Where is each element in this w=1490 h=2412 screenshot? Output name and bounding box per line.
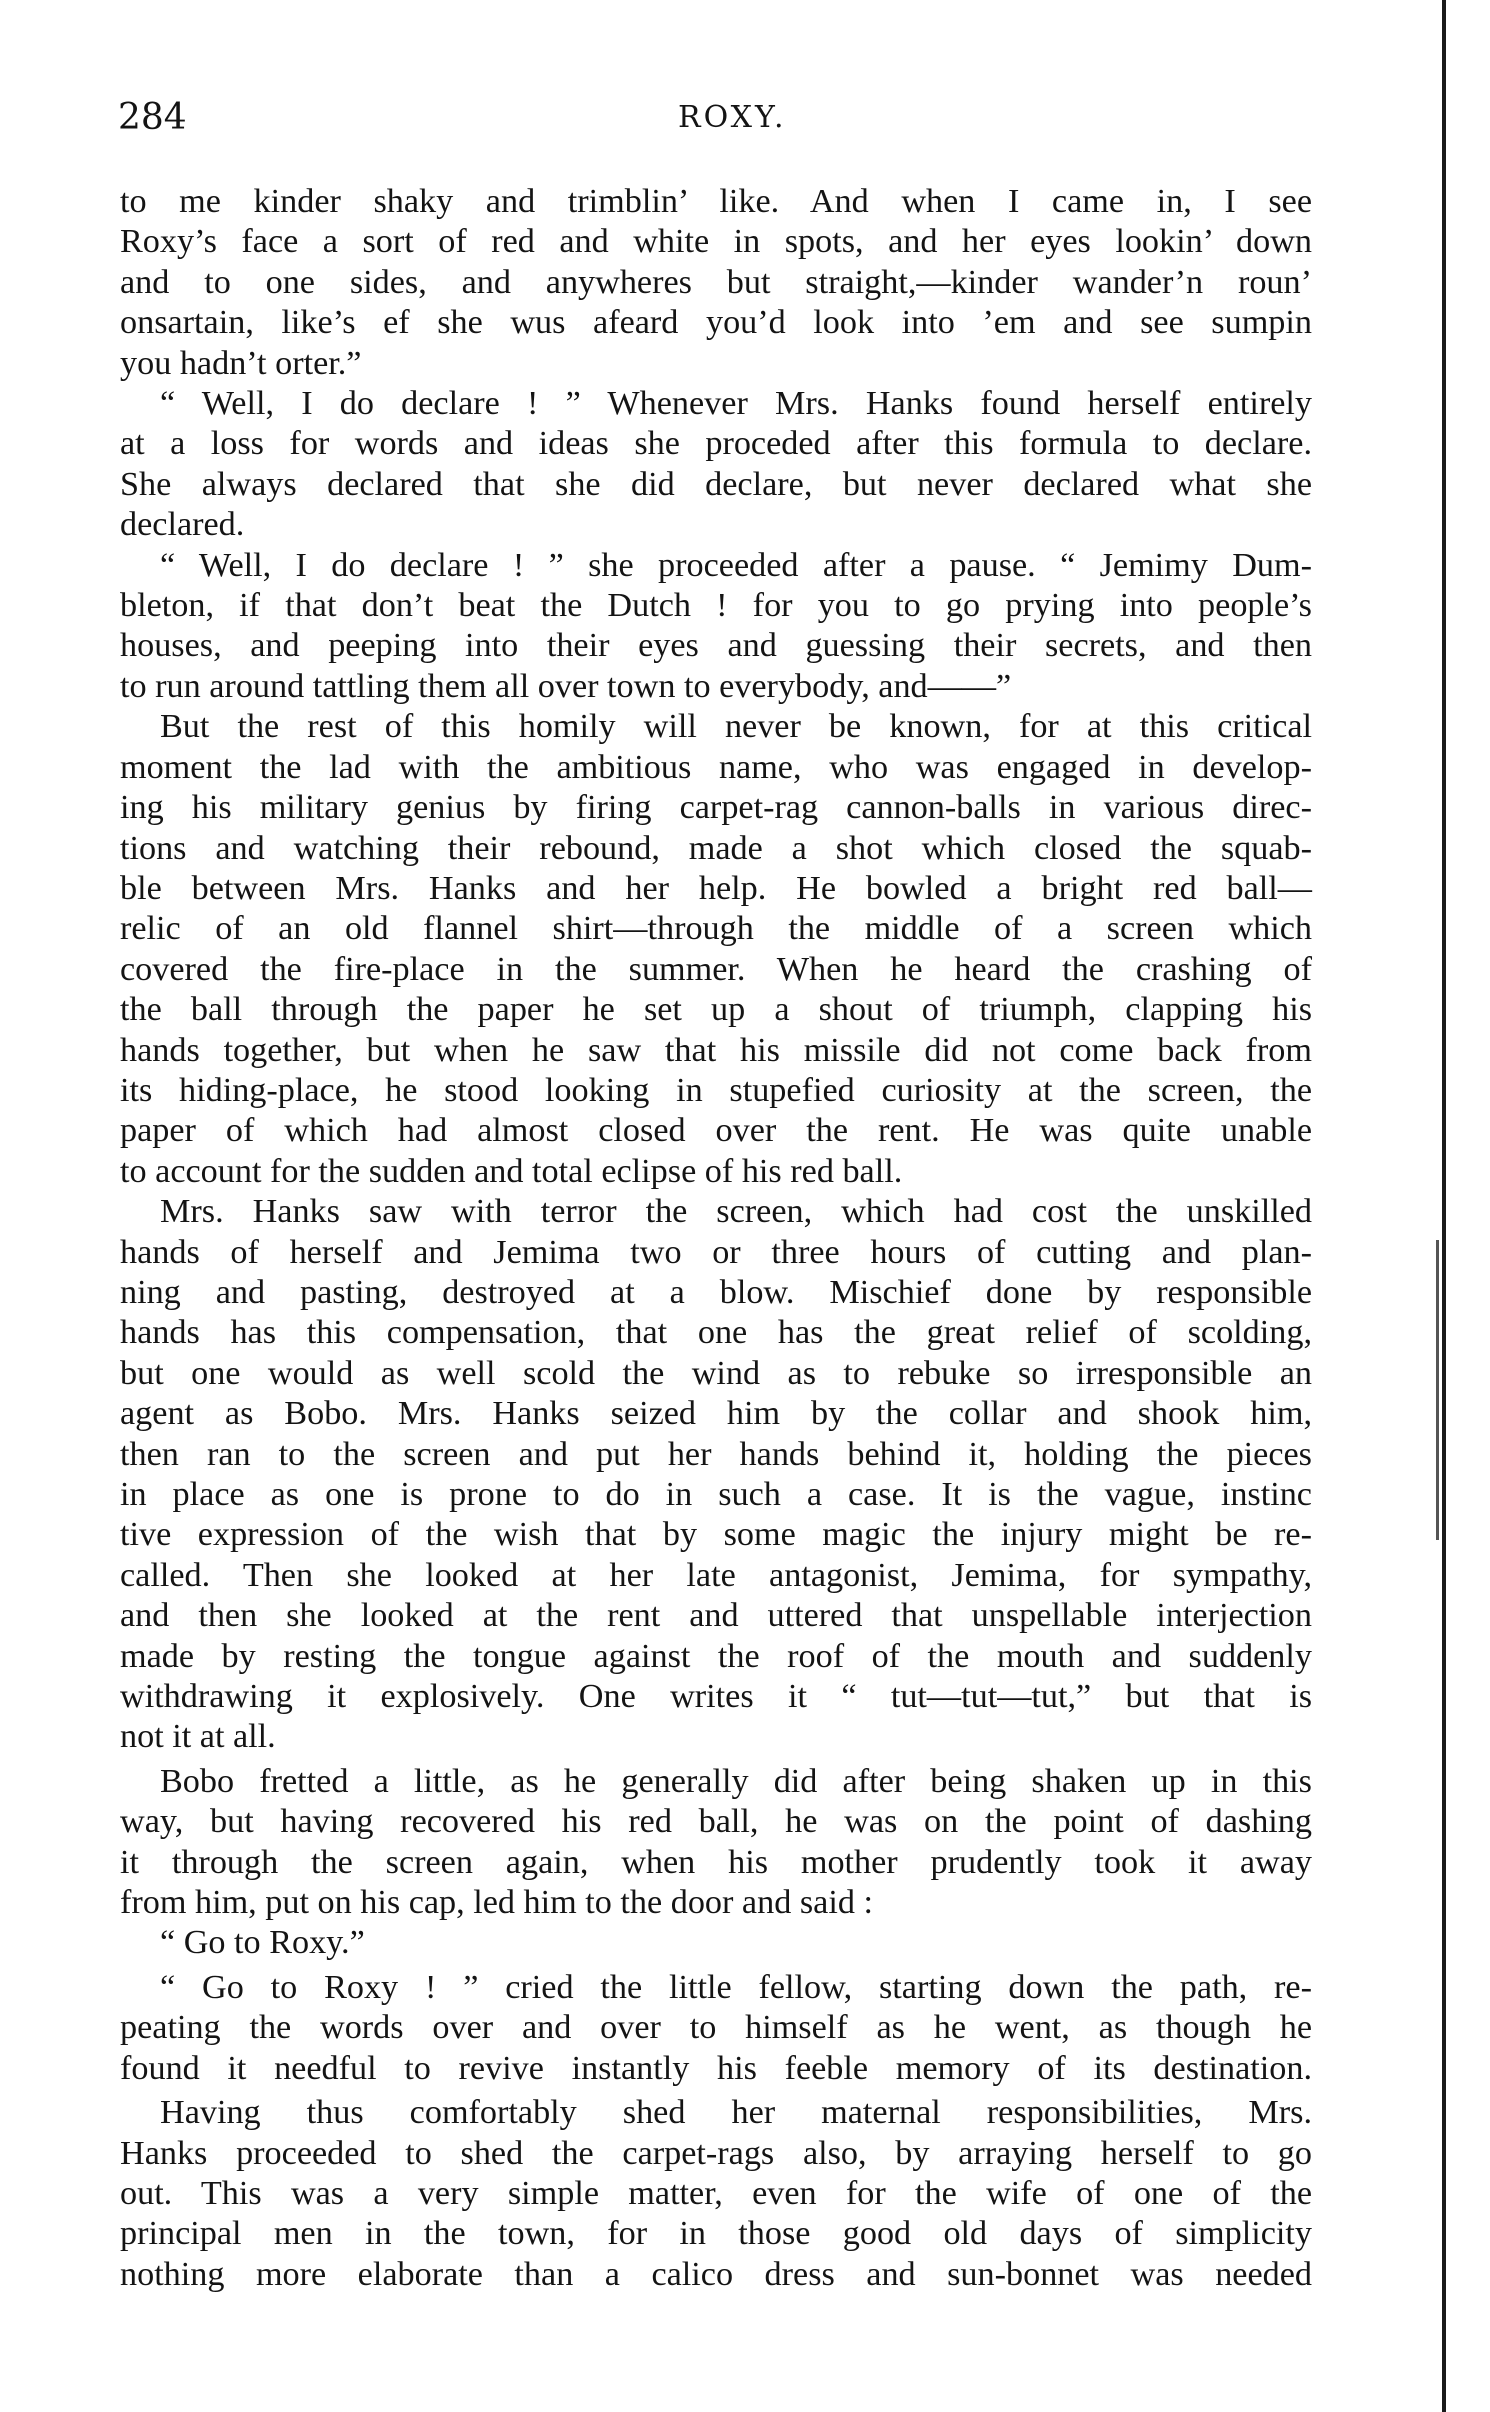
text-line: withdrawing it explosively. One writes it “ tut—tut—tut,” but that is [120, 1678, 1312, 1716]
text-line: found it needful to revive instantly his feeble memory of its destination. [120, 2049, 1312, 2087]
text-line: Roxy’s face a sort of red and white in spots, and her eyes lookin’ down [120, 223, 1312, 261]
text-line: and to one sides, and anywheres but straight,—kinder wander’n roun’ [120, 263, 1312, 301]
text-line: you hadn’t orter.” [120, 344, 362, 382]
text-line: Mrs. Hanks saw with terror the screen, which had cost the unskilled [160, 1193, 1312, 1231]
text-line: and then she looked at the rent and uttered that unspellable interjection [120, 1597, 1312, 1635]
text-line: “ Well, I do declare ! ” she proceeded after a pause. “ Jemimy Dum- [160, 546, 1312, 584]
text-line: out. This was a very simple matter, even for the wife of one of the [120, 2174, 1312, 2212]
text-line: ing his military genius by firing carpet-rag cannon-balls in various direc- [120, 789, 1312, 827]
text-line: hands of herself and Jemima two or three hours of cutting and plan- [120, 1233, 1312, 1271]
text-line: the ball through the paper he set up a shout of triumph, clapping his [120, 991, 1312, 1029]
page-edge-rule [1442, 0, 1446, 2412]
text-line: to me kinder shaky and trimblin’ like. And when I came in, I see [120, 183, 1312, 220]
text-line: from him, put on his cap, led him to the door and said : [120, 1884, 873, 1922]
text-line: covered the fire-place in the summer. When he heard the crashing of [120, 950, 1312, 988]
text-line: nothing more elaborate than a calico dress and sun-bonnet was needed [120, 2255, 1312, 2293]
text-line: it through the screen again, when his mother prudently took it away [120, 1843, 1312, 1881]
text-line: Having thus comfortably shed her maternal responsibilities, Mrs. [160, 2094, 1312, 2132]
text-line: its hiding-place, he stood looking in stupefied curiosity at the screen, the [120, 1071, 1312, 1109]
text-line: ning and pasting, destroyed at a blow. Mischief done by responsible [120, 1273, 1312, 1311]
text-line: to account for the sudden and total eclipse of his red ball. [120, 1152, 903, 1190]
text-line: peating the words over and over to himself as he went, as though he [120, 2009, 1312, 2047]
text-line: houses, and peeping into their eyes and guessing their secrets, and then [120, 627, 1312, 665]
text-line: “ Go to Roxy.” [160, 1924, 365, 1962]
text-line: onsartain, like’s ef she wus afeard you’d look into ’em and see sumpin [120, 304, 1312, 342]
page-header [118, 96, 1318, 140]
text-line: but one would as well scold the wind as to rebuke so irresponsible an [120, 1354, 1312, 1392]
text-line: way, but having recovered his red ball, he was on the point of dashing [120, 1803, 1312, 1841]
text-line: in place as one is prone to do in such a case. It is the vague, instinc [120, 1476, 1312, 1513]
text-line: not it at all. [120, 1718, 276, 1756]
text-line: tive expression of the wish that by some magic the injury might be re- [120, 1516, 1312, 1554]
text-line: principal men in the town, for in those good old days of simplicity [120, 2215, 1312, 2253]
text-line: at a loss for words and ideas she proceded after this formula to declare. [120, 425, 1312, 463]
text-line: agent as Bobo. Mrs. Hanks seized him by the collar and shook him, [120, 1395, 1312, 1433]
text-line: But the rest of this homily will never be known, for at this critical [160, 708, 1312, 746]
text-line: then ran to the screen and put her hands behind it, holding the pieces [120, 1435, 1312, 1473]
text-line: paper of which had almost closed over the rent. He was quite unable [120, 1112, 1312, 1150]
text-line: bleton, if that don’t beat the Dutch ! for you to go prying into people’s [120, 587, 1312, 625]
text-line: called. Then she looked at her late antagonist, Jemima, for sympathy, [120, 1556, 1312, 1594]
text-line: She always declared that she did declare, but never declared what she [120, 465, 1312, 503]
text-line: relic of an old flannel shirt—through the middle of a screen which [120, 910, 1312, 948]
running-head: ROXY. [678, 100, 787, 135]
text-line: hands has this compensation, that one has the great relief of scolding, [120, 1314, 1312, 1352]
text-line: moment the lad with the ambitious name, who was engaged in develop- [120, 748, 1312, 786]
page-number: 284 [118, 97, 187, 138]
body-text [120, 182, 1312, 2295]
text-line: “ Go to Roxy ! ” cried the little fellow, starting down the path, re- [160, 1968, 1312, 2006]
text-line: to run around tattling them all over town to everybody, and——” [120, 667, 1012, 705]
text-line: tions and watching their rebound, made a shot which closed the squab- [120, 829, 1312, 867]
text-line: hands together, but when he saw that his missile did not come back from [120, 1031, 1312, 1069]
text-line: ble between Mrs. Hanks and her help. He bowled a bright red ball— [120, 869, 1312, 907]
page-edge-shadow [1436, 1240, 1439, 1540]
text-line: declared. [120, 506, 245, 544]
text-line: Bobo fretted a little, as he generally did after being shaken up in this [160, 1762, 1312, 1800]
text-line: Hanks proceeded to shed the carpet-rags also, by arraying herself to go [120, 2134, 1312, 2172]
text-line: “ Well, I do declare ! ” Whenever Mrs. Hanks found herself entirely [160, 385, 1312, 423]
text-line: made by resting the tongue against the roof of the mouth and suddenly [120, 1637, 1312, 1675]
